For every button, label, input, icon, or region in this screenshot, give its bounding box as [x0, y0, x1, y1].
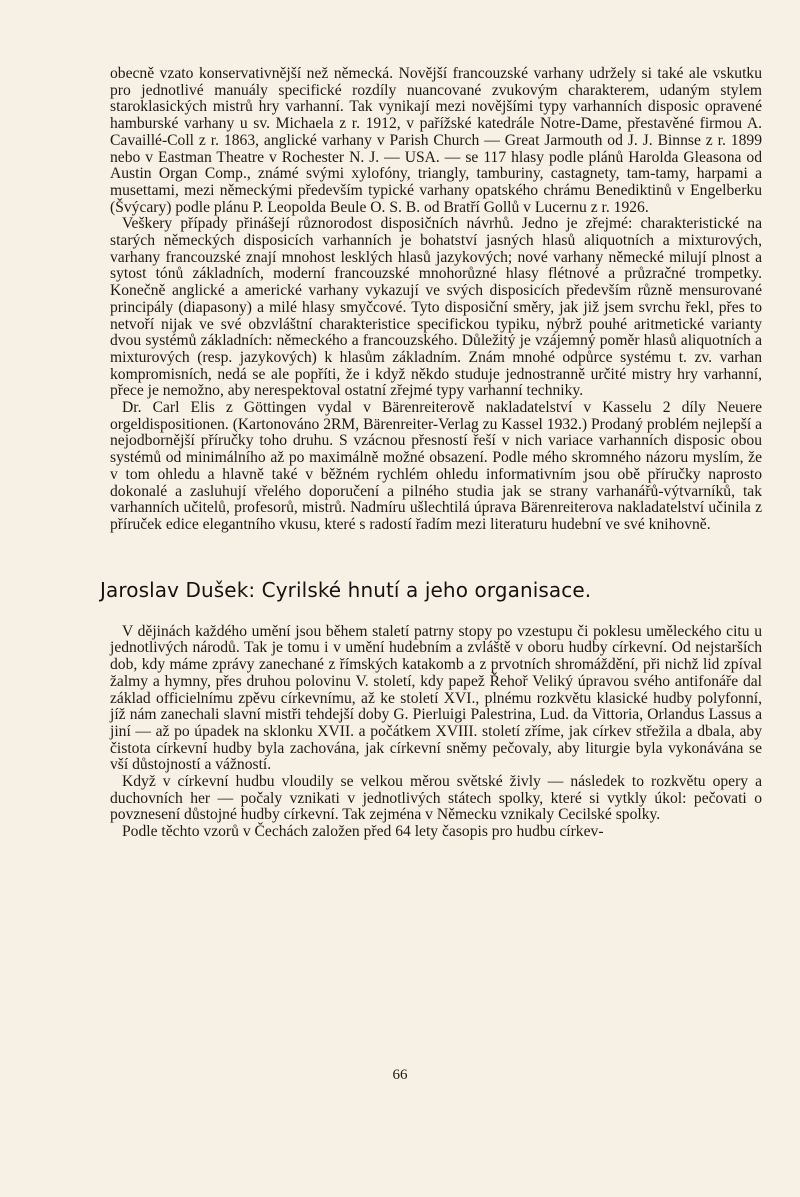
paragraph-bohemia: Podle těchto vzorů v Čechách založen před 64 lety časopis pro hudbu církev-	[122, 823, 604, 841]
paragraph-disposition-directions: Veškery případy přinášejí různorodost disposičních návrhů. Jedno je zřejmé: charakteristické na starých německých disposicích varhanních je bohatství jasných hlasů aliquotních a mixturových, varhany francouzské znají mnohost lesklých hlasů jazykových; nové varhany německé milují plnost a sytost tónů základních, moderní francouzské mnohorůzné hlasy flétnové a průzračné trompetky. Konečně anglické a americké varhany vykazují ve svých disposicích především různě mensurované principály (diapasony) a milé hlasy smyčcové. Tyto disposiční směry, jak již jsem svrchu řekl, přes to netvoří nijak ve své obzvláštní charakteristice specifickou typiku, nýbrž pouhé aritmetické varianty dvou systémů základních: německého a francouzského. Důležitý je vzájemný poměr hlasů aliquotních a mixturových (resp. jazykových) k hlasům základním. Znám mnohé odpůrce systému t. zv. varhan kompromisních, nedá se ale popříti, že i když někdo studuje jednostranně určité mistry hry varhanní, přece je nemožno, aby nerespektoval ostatní zřejmé typy varhanní techniky.	[110, 215, 762, 400]
paragraph-elis-review: Dr. Carl Elis z Göttingen vydal v Bärenreiterově nakladatelství v Kasselu 2 díly Neuere orgeldispositionen. (Kartonováno 2RM, Bärenreiter-Verlag zu Kassel 1932.) Prodaný problém nejlepší a nejodbornější příručky toho druhu. S vzácnou přesností řeší v nich variace varhanních disposic obou systémů od minimálního až po maximálně možné obsazení. Podle mého skromného názoru myslím, že v tom ohledu a hlavně také v běžném rychlém ohledu informativním jsou obě příručky naprosto dokonalé a zasluhují vřelého doporučení a pilného studia jak se strany varhanářů-výtvarníků, tak varhanních učitelů, profesorů, mistrů. Nadmíru ušlechtilá úprava Bärenreiterova nakladatelství učinila z příruček edice elegantního vkusu, které s radostí řadím mezi literaturu hudební ve své knihovně.	[110, 399, 763, 533]
paragraph-secular-influence: Když v církevní hudbu vloudily se velkou měrou světské živly — následek to rozkvětu opery a duchovních her — počaly vznikati v jednotlivých státech spolky, které si vytkly úkol: pečovati o povznesení důstojné hudby církevní. Tak zejména v Německu vznikaly Cecilské spolky.	[110, 773, 762, 824]
article-heading: Jaroslav Dušek: Cyrilské hnutí a jeho organisace.	[100, 577, 592, 602]
page-number: 66	[392, 1067, 408, 1083]
paragraph-history: V dějinách každého umění jsou během staletí patrny stopy po vzestupu či poklesu uměleckého citu u jednotlivých národů. Tak je tomu i v umění hudebním a zvláště v oboru hudby církevní. Od nejstarších dob, kdy máme zprávy zanechané z římských katakomb a z prvotních shromáždění, při nichž lid zpíval žalmy a hymny, přes druhou polovinu V. století, kdy papež Řehoř Veliký úpravou svého antifonáře dal základ officielnímu zpěvu církevnímu, až ke století XVI., plnému rozkvětu klasické hudby polyfonní, jíž nám zanechali slavní mistři tehdejší doby G. Pierluigi Palestrina, Lud. da Vittoria, Orlandus Lassus a jiní — až po úpadek na sklonku XVII. a počátkem XVIII. století zříme, jak církev střežila a dbala, aby čistota církevní hudby byla zachována, jak církevní sněmy pečovaly, aby liturgie byla vykonávána se vší důstojností a vážností.	[110, 622, 762, 774]
paragraph-organ-types: obecně vzato konservativnější než německá. Novější francouzské varhany udržely si také ale vskutku pro jednotlivé manuály specifické rozdíly nuancované zvukovým charakterem, udaným stylem staroklasických mistrů hry varhanní. Tak vynikají mezi novějšími typy varhanních disposic opravené hamburské varhany u sv. Michaela z r. 1912, v pařížské katedrále Notre-Dame, přestavěné firmou A. Cavaillé-Coll z r. 1863, anglické varhany v Parish Church — Great Jarmouth od J. J. Binnse z r. 1899 nebo v Eastman Theatre v Rochester N. J. — USA. — se 117 hlasy podle plánů Harolda Gleasona od Austin Organ Comp., známé svými xylofóny, triangly, tamburiny, castagnety, tam-tamy, harpami a musettami, mezi německými především typické varhany opatského chrámu Benediktinů v Engelberku (Švýcary) podle plánu P. Leopolda Beule O. S. B. od Bratří Gollů v Lucernu z r. 1926.	[110, 65, 762, 216]
page-body	[100, 65, 763, 841]
